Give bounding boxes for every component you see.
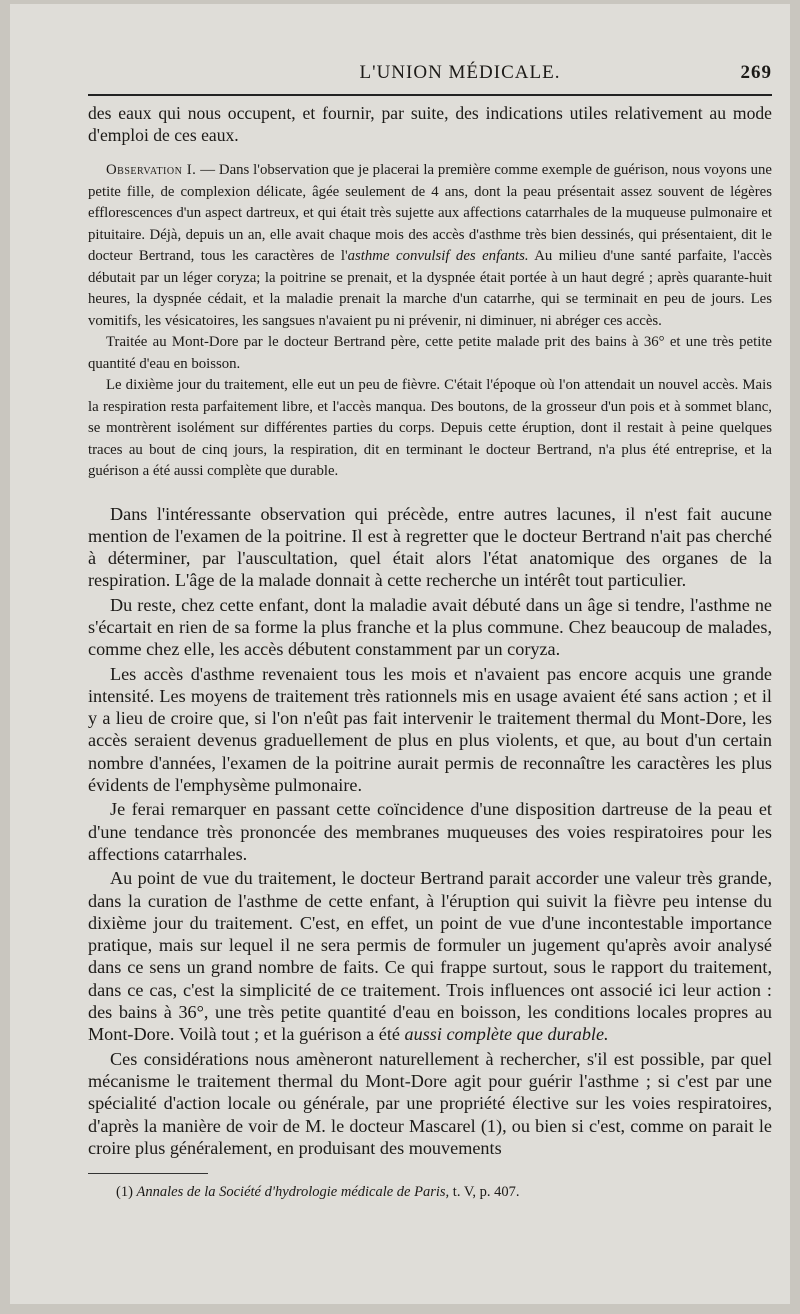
- main-paragraph-4: Je ferai remarquer en passant cette coïncidence d'une disposition dartreuse de la peau et d'une tendance très prononcée des membranes muqueuses des voies respiratoires pour les affections catarrhales.: [88, 799, 772, 864]
- observation-paragraph-3: Le dixième jour du traitement, elle eut un peu de fièvre. C'était l'époque où l'on attendait un nouvel accès. Mais la respiration resta parfaitement libre, et l'accès manqua. Des boutons, de la grosseur d'un pois et à sommet blanc, se montrèrent isolément sur différentes parties du corps. Depuis cette éruption, dont il restait à peine quelques traces au bout de cinq jours, la respiration, dit en terminant le docteur Bertrand, n'a plus été entreprise, et la guérison a été aussi complète que durable.: [88, 377, 772, 479]
- observation-block: [88, 160, 772, 483]
- main-paragraph-6: Ces considérations nous amèneront naturellement à rechercher, s'il est possible, par quel mécanisme le traitement thermal du Mont-Dore agit pour guérir l'asthme ; si c'est par une spécialité d'action locale ou générale, par une propriété élective sur les voies respiratoires, d'après la manière de voir de M. le docteur Mascarel (1), ou bien si c'est, comme on parait le croire plus généralement, en produisant des mouvements: [88, 1048, 772, 1158]
- page-header: [88, 62, 772, 90]
- footnote-title: Annales de la Société d'hydrologie médicale de Paris,: [136, 1184, 450, 1201]
- main-italic-phrase: aussi complète que durable.: [404, 1024, 609, 1045]
- document-page: [10, 4, 790, 1304]
- footnote: [88, 1182, 772, 1202]
- main-paragraph-5: [88, 867, 772, 1045]
- observation-dash: —: [196, 162, 219, 178]
- running-title: L'UNION MÉDICALE.: [359, 62, 561, 83]
- header-rule: [88, 94, 772, 96]
- page-number: 269: [740, 62, 772, 83]
- observation-paragraph-1: [88, 160, 772, 332]
- main-paragraph-3: Les accès d'asthme revenaient tous les mois et n'avaient pas encore acquis une grande intensité. Les moyens de traitement très rationnels mis en usage avaient été sans action ; et il y a lieu de croire que, si l'on n'eût pas fait intervenir le traitement thermal du Mont-Dore, les accès seraient devenus graduellement de plus en plus violents, et que, au bout d'un certain nombre d'années, l'examen de la poitrine aurait permis de reconnaître les caractères les plus évidents de l'emphysème pulmonaire.: [88, 663, 772, 796]
- footnote-marker: (1): [116, 1184, 133, 1201]
- observation-label: Observation I.: [106, 162, 197, 178]
- main-paragraph-1: Dans l'intéressante observation qui précède, entre autres lacunes, il n'est fait aucune mention de l'examen de la poitrine. Il est à regretter que le docteur Bertrand n'ait pas cherché à déterminer, par l'auscultation, quel était alors l'état anatomique des organes de la respiration. L'âge de la malade donnait à cette recherche un intérêt tout particulier.: [88, 503, 772, 591]
- observation-text-1a: Dans l'observation que je placerai la première comme exemple de guérison, nous voyons une petite fille, de complexion délicate, âgée seulement de 4 ans, dont la peau présentait assez souvent de légères efflorescences d'un aspect dartreux, et qui était très sujette aux affections catarrhales de la muqueuse pulmonaire et pituitaire. Déjà, depuis un an, elle avait chaque mois des accès d'asthme très bien dessinés, qui présentaient, dit le docteur Bertrand, tous les caractères de l': [88, 162, 772, 264]
- main-paragraph-2: Du reste, chez cette enfant, dont la maladie avait débuté dans un âge si tendre, l'asthme ne s'écartait en rien de sa forme la plus franche et la plus commune. Chez beaucoup de malades, comme chez elle, les accès débutent constamment par un coryza.: [88, 594, 772, 660]
- intro-paragraph: des eaux qui nous occupent, et fournir, par suite, des indications utiles relativement au mode d'emploi de ces eaux.: [88, 103, 772, 145]
- footnote-reference: t. V, p. 407.: [449, 1184, 520, 1201]
- observation-italic-term: asthme convulsif des enfants.: [347, 248, 529, 264]
- observation-text-1b: Au milieu d'une santé parfaite, l'accès débutait par un léger coryza; la poitrine se prenait, et la dyspnée était portée à un haut degré ; après quarante-huit heures, la dyspnée cédait, et la maladie prenait la marche d'un catarrhe, qui se terminait en peu de jours. Les vomitifs, les vésicatoires, les sangsues n'avaient pu ni prévenir, ni diminuer, ni abréger ces accès.: [88, 248, 772, 329]
- main-text-5a: Au point de vue du traitement, le docteur Bertrand parait accorder une valeur très grande, dans la curation de l'asthme de cette enfant, à l'éruption qui suivit la fièvre peu intense du dixième jour du traitement. C'est, en effet, un point de vue d'une incontestable importance pratique, mais sur lequel il ne sera permis de formuler un jugement qu'après avoir analysé dans ce sens un grand nombre de faits. Ce qui frappe surtout, sous le rapport du traitement, dans ce cas, c'est la simplicité de ce traitement. Trois influences ont associé ici leur action : des bains à 36°, une très petite quantité d'eau en boisson, les conditions locales propres au Mont-Dore. Voilà tout ; et la guérison a été: [88, 868, 772, 1045]
- main-text: [88, 503, 772, 1160]
- footnote-rule: [88, 1173, 208, 1174]
- observation-paragraph-2: Traitée au Mont-Dore par le docteur Bertrand père, cette petite malade prit des bains à 36° et une très petite quantité d'eau en boisson.: [88, 334, 772, 372]
